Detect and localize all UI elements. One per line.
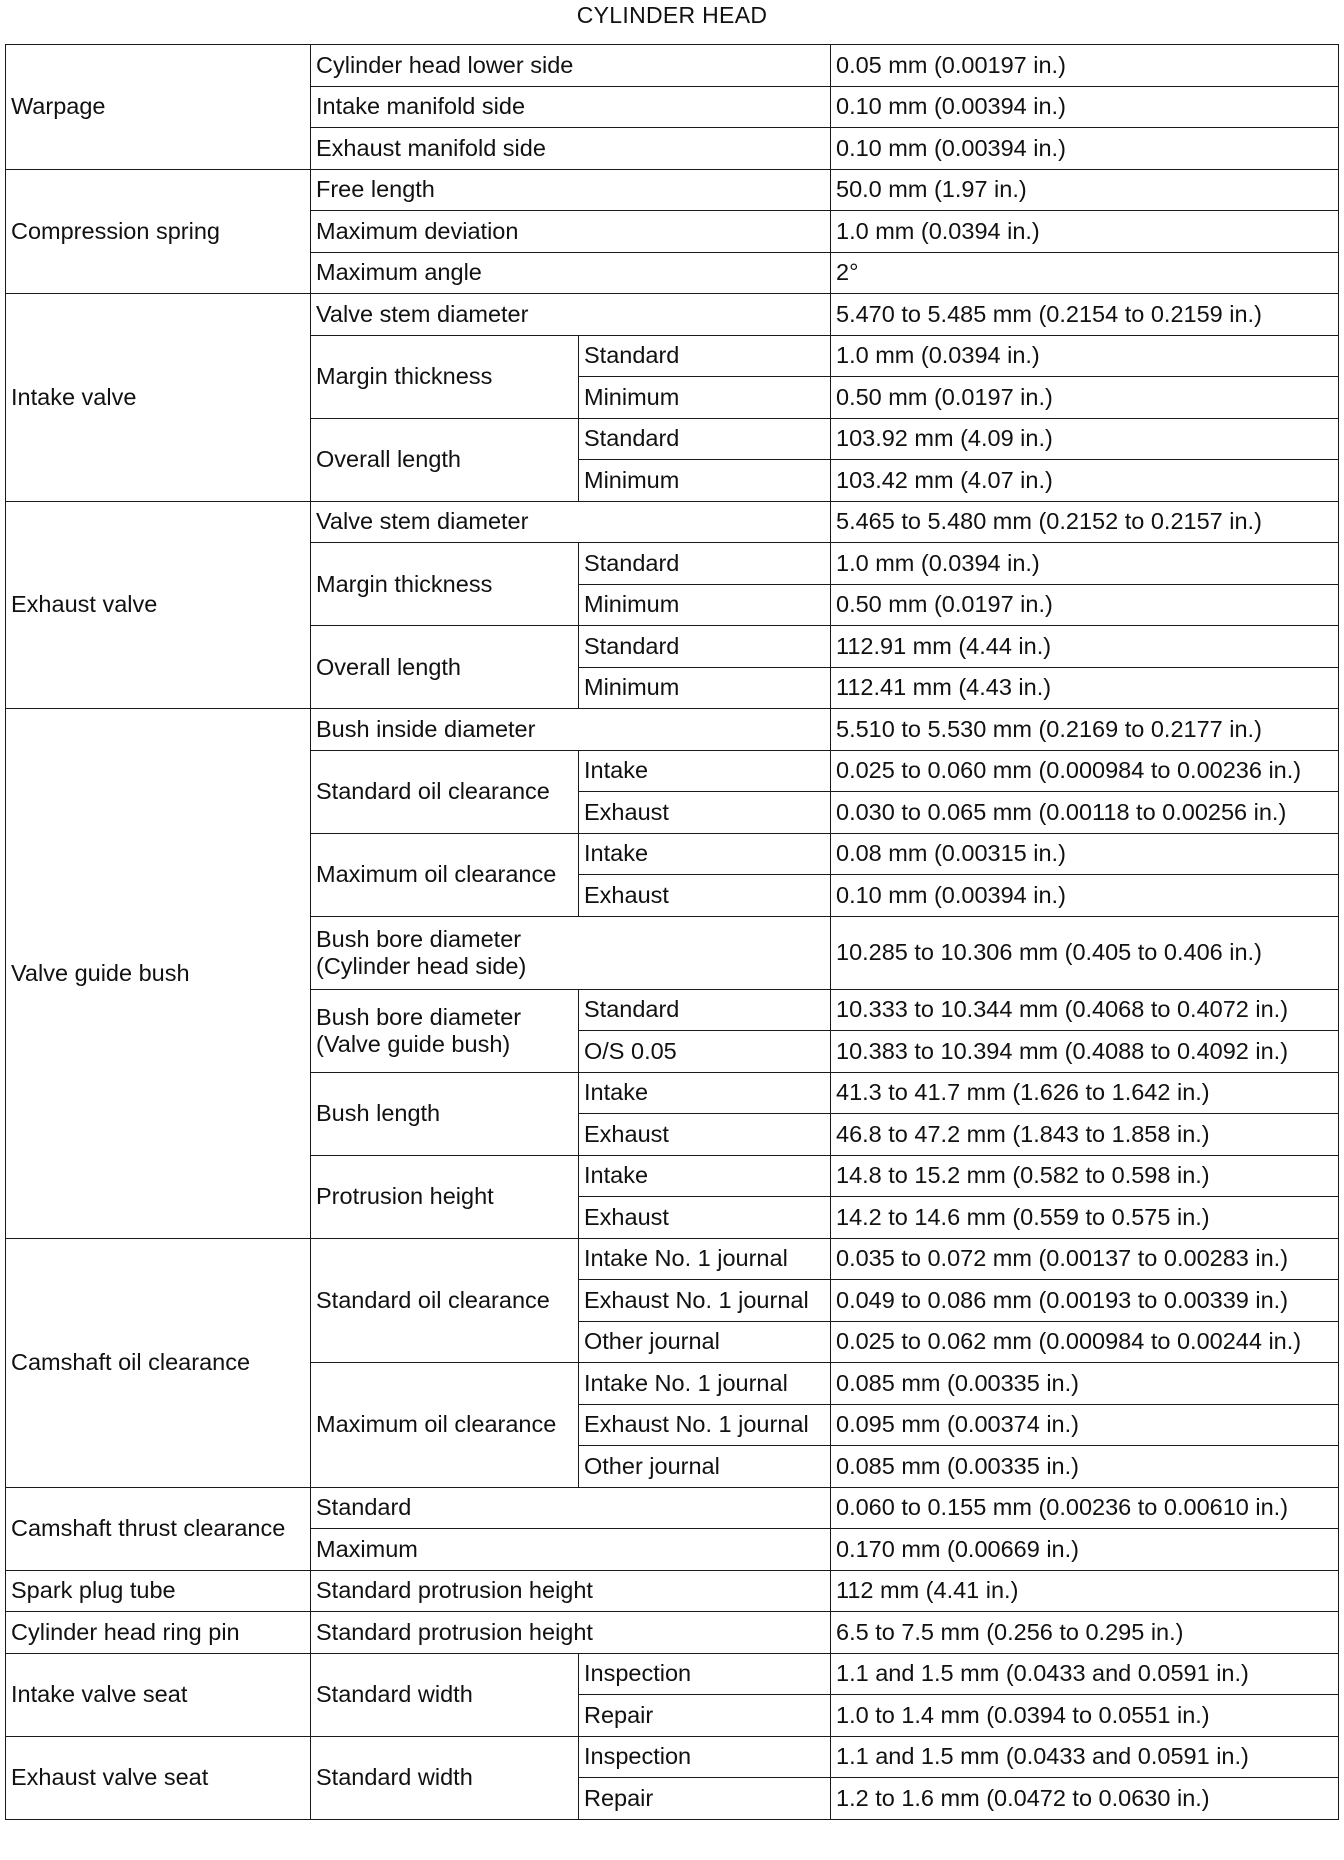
sub-item-label: Standard: [579, 626, 831, 668]
sub-item-label: Exhaust: [579, 792, 831, 834]
spec-value: 0.030 to 0.065 mm (0.00118 to 0.00256 in.): [831, 792, 1339, 834]
item-label: Maximum deviation: [311, 211, 831, 253]
sub-item-label: Inspection: [579, 1736, 831, 1778]
spec-value: 41.3 to 41.7 mm (1.626 to 1.642 in.): [831, 1072, 1339, 1114]
sub-item-label: Other journal: [579, 1446, 831, 1488]
item-label-line: (Cylinder head side): [316, 952, 527, 979]
table-row: [6, 501, 1339, 543]
item-label: Standard width: [311, 1653, 579, 1736]
spec-value: 0.10 mm (0.00394 in.): [831, 128, 1339, 170]
item-label: Free length: [311, 169, 831, 211]
sub-item-label: O/S 0.05: [579, 1031, 831, 1073]
spec-value: 103.42 mm (4.07 in.): [831, 460, 1339, 502]
spec-value: 50.0 mm (1.97 in.): [831, 169, 1339, 211]
spec-value: 1.1 and 1.5 mm (0.0433 and 0.0591 in.): [831, 1653, 1339, 1695]
table-row: [6, 45, 1339, 87]
item-label: Intake manifold side: [311, 86, 831, 128]
section-label: Camshaft thrust clearance: [6, 1487, 311, 1570]
sub-item-label: Intake: [579, 750, 831, 792]
item-label: Overall length: [311, 626, 579, 709]
sub-item-label: Minimum: [579, 667, 831, 709]
spec-value: 0.085 mm (0.00335 in.): [831, 1446, 1339, 1488]
section-label: Cylinder head ring pin: [6, 1612, 311, 1654]
spec-value: 0.085 mm (0.00335 in.): [831, 1363, 1339, 1405]
section-label: Camshaft oil clearance: [6, 1238, 311, 1487]
page-title: CYLINDER HEAD: [576, 2, 768, 28]
section-label: Valve guide bush: [6, 709, 311, 1239]
sub-item-label: Exhaust: [579, 1197, 831, 1239]
section-label: Intake valve: [6, 294, 311, 502]
item-label: [311, 989, 579, 1072]
spec-value: 0.060 to 0.155 mm (0.00236 to 0.00610 in.): [831, 1487, 1339, 1529]
spec-value: 1.0 to 1.4 mm (0.0394 to 0.0551 in.): [831, 1695, 1339, 1737]
sub-item-label: Repair: [579, 1778, 831, 1820]
spec-value: 0.50 mm (0.0197 in.): [831, 377, 1339, 419]
spec-value: 0.025 to 0.062 mm (0.000984 to 0.00244 in.): [831, 1321, 1339, 1363]
spec-value: 10.383 to 10.394 mm (0.4088 to 0.4092 in.): [831, 1031, 1339, 1073]
item-label: Bush length: [311, 1072, 579, 1155]
item-label: Maximum: [311, 1529, 831, 1571]
spec-value: 103.92 mm (4.09 in.): [831, 418, 1339, 460]
item-label: Valve stem diameter: [311, 501, 831, 543]
item-label: Standard oil clearance: [311, 750, 579, 833]
item-label: Standard protrusion height: [311, 1570, 831, 1612]
spec-value: 14.2 to 14.6 mm (0.559 to 0.575 in.): [831, 1197, 1339, 1239]
table-row: [6, 1612, 1339, 1654]
section-label: Exhaust valve seat: [6, 1736, 311, 1819]
spec-value: 112.91 mm (4.44 in.): [831, 626, 1339, 668]
item-label: Margin thickness: [311, 335, 579, 418]
sub-item-label: Intake: [579, 1072, 831, 1114]
item-label: Maximum angle: [311, 252, 831, 294]
sub-item-label: Minimum: [579, 460, 831, 502]
item-label-line: Bush bore diameter: [316, 925, 522, 952]
item-label: Bush inside diameter: [311, 709, 831, 751]
item-label: Standard oil clearance: [311, 1238, 579, 1363]
item-label: Maximum oil clearance: [311, 1363, 579, 1488]
spec-value: 0.05 mm (0.00197 in.): [831, 45, 1339, 87]
table-row: [6, 709, 1339, 751]
item-label-line: (Valve guide bush): [316, 1030, 511, 1057]
spec-value: 0.170 mm (0.00669 in.): [831, 1529, 1339, 1571]
table-row: [6, 169, 1339, 211]
spec-value: 1.2 to 1.6 mm (0.0472 to 0.0630 in.): [831, 1778, 1339, 1820]
item-label: Margin thickness: [311, 543, 579, 626]
cylinder-head-spec-table: [5, 44, 1339, 1820]
table-row: [6, 294, 1339, 336]
sub-item-label: Exhaust: [579, 875, 831, 917]
spec-value: 2°: [831, 252, 1339, 294]
sub-item-label: Exhaust: [579, 1114, 831, 1156]
spec-value: 1.0 mm (0.0394 in.): [831, 335, 1339, 377]
spec-value: 0.095 mm (0.00374 in.): [831, 1404, 1339, 1446]
table-row: [6, 1487, 1339, 1529]
item-label: Cylinder head lower side: [311, 45, 831, 87]
spec-value: 0.049 to 0.086 mm (0.00193 to 0.00339 in.): [831, 1280, 1339, 1322]
sub-item-label: Exhaust No. 1 journal: [579, 1280, 831, 1322]
spec-value: 1.0 mm (0.0394 in.): [831, 543, 1339, 585]
spec-value: 6.5 to 7.5 mm (0.256 to 0.295 in.): [831, 1612, 1339, 1654]
table-row: [6, 1238, 1339, 1280]
item-label: Valve stem diameter: [311, 294, 831, 336]
spec-value: 1.1 and 1.5 mm (0.0433 and 0.0591 in.): [831, 1736, 1339, 1778]
table-row: [6, 1736, 1339, 1778]
table-row: [6, 1653, 1339, 1695]
sub-item-label: Repair: [579, 1695, 831, 1737]
spec-value: 10.285 to 10.306 mm (0.405 to 0.406 in.): [831, 916, 1339, 989]
item-label: Maximum oil clearance: [311, 833, 579, 916]
sub-item-label: Intake: [579, 833, 831, 875]
item-label: Exhaust manifold side: [311, 128, 831, 170]
sub-item-label: Intake No. 1 journal: [579, 1363, 831, 1405]
section-label: Spark plug tube: [6, 1570, 311, 1612]
spec-value: 5.510 to 5.530 mm (0.2169 to 0.2177 in.): [831, 709, 1339, 751]
spec-value: 0.08 mm (0.00315 in.): [831, 833, 1339, 875]
sub-item-label: Standard: [579, 335, 831, 377]
spec-value: 0.10 mm (0.00394 in.): [831, 875, 1339, 917]
item-label: Overall length: [311, 418, 579, 501]
spec-value: 14.8 to 15.2 mm (0.582 to 0.598 in.): [831, 1155, 1339, 1197]
item-label-line: Bush bore diameter: [316, 1003, 522, 1030]
spec-value: 0.035 to 0.072 mm (0.00137 to 0.00283 in.): [831, 1238, 1339, 1280]
sub-item-label: Intake: [579, 1155, 831, 1197]
section-label: Compression spring: [6, 169, 311, 294]
spec-value: 5.470 to 5.485 mm (0.2154 to 0.2159 in.): [831, 294, 1339, 336]
sub-item-label: Standard: [579, 989, 831, 1031]
item-label: Protrusion height: [311, 1155, 579, 1238]
sub-item-label: Standard: [579, 543, 831, 585]
spec-value: 112 mm (4.41 in.): [831, 1570, 1339, 1612]
spec-value: 5.465 to 5.480 mm (0.2152 to 0.2157 in.): [831, 501, 1339, 543]
spec-value: 1.0 mm (0.0394 in.): [831, 211, 1339, 253]
spec-value: 46.8 to 47.2 mm (1.843 to 1.858 in.): [831, 1114, 1339, 1156]
sub-item-label: Inspection: [579, 1653, 831, 1695]
sub-item-label: Intake No. 1 journal: [579, 1238, 831, 1280]
item-label: [311, 916, 831, 989]
section-label: Intake valve seat: [6, 1653, 311, 1736]
sub-item-label: Minimum: [579, 584, 831, 626]
item-label: Standard protrusion height: [311, 1612, 831, 1654]
spec-value: 0.50 mm (0.0197 in.): [831, 584, 1339, 626]
sub-item-label: Exhaust No. 1 journal: [579, 1404, 831, 1446]
table-row: [6, 1570, 1339, 1612]
spec-value: 10.333 to 10.344 mm (0.4068 to 0.4072 in.): [831, 989, 1339, 1031]
sub-item-label: Minimum: [579, 377, 831, 419]
item-label: Standard: [311, 1487, 831, 1529]
item-label: Standard width: [311, 1736, 579, 1819]
sub-item-label: Other journal: [579, 1321, 831, 1363]
sub-item-label: Standard: [579, 418, 831, 460]
spec-value: 0.025 to 0.060 mm (0.000984 to 0.00236 in.): [831, 750, 1339, 792]
section-label: Exhaust valve: [6, 501, 311, 709]
section-label: Warpage: [6, 45, 311, 170]
spec-value: 0.10 mm (0.00394 in.): [831, 86, 1339, 128]
spec-value: 112.41 mm (4.43 in.): [831, 667, 1339, 709]
